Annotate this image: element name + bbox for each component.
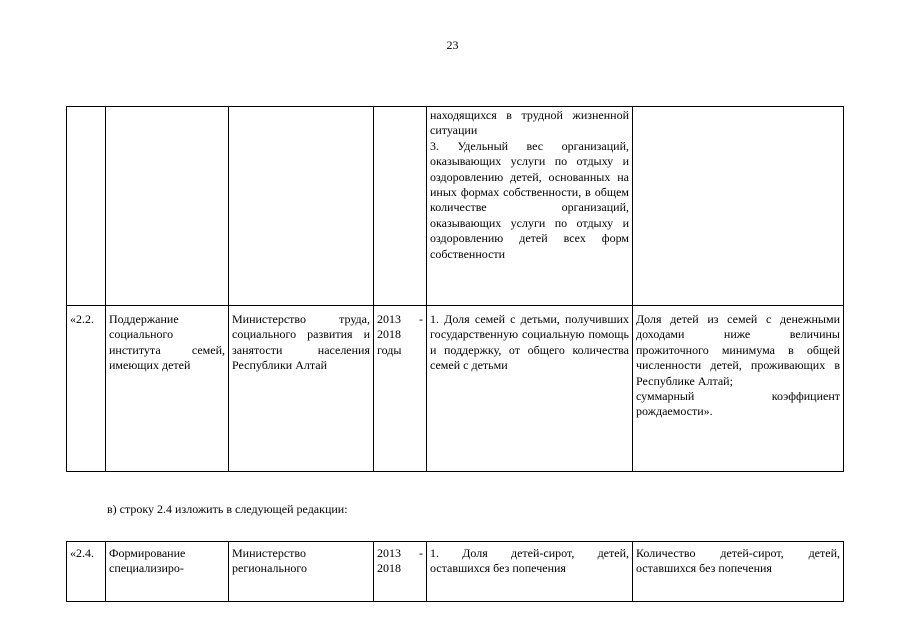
cell-name: Формирование специализиро- (106, 542, 229, 602)
cell-years: 2013 - 2018 годы (374, 306, 427, 472)
indicator-text: находящихся в трудной жизненной ситуации (430, 108, 629, 138)
cell-years: 2013 - 2018 (374, 542, 427, 602)
table-row-2-2 (67, 306, 844, 472)
indicator-text: 3. Удельный вес организаций, оказывающих услуги по отдыху и оздоровлению детей, основанных на иных формах собственности, в общем количестве организаций, оказывающих услуги по отдыху и оздоровлению детей всех форм собственности (430, 138, 629, 261)
cell-number: «2.2. (67, 306, 106, 472)
cell-name: Поддержание социального института семей, имеющих детей (106, 306, 229, 472)
result-text: суммарный коэффициент рождаемости». (636, 389, 840, 419)
cell-number: «2.4. (67, 542, 106, 602)
cell-result: Количество детей-сирот, детей, оставшихся без попечения (633, 542, 844, 602)
cell-executor: Министерство труда, социального развития и занятости населения Республики Алтай (229, 306, 374, 472)
cell-executor (229, 107, 374, 306)
cell-indicators (427, 107, 633, 306)
cell-results (633, 306, 844, 472)
cell-results (633, 107, 844, 306)
table-row-continuation (67, 107, 844, 306)
instruction-text: в) строку 2.4 изложить в следующей редакции: (107, 502, 348, 516)
program-table (66, 106, 844, 472)
cell-indicator: 1. Доля детей-сирот, детей, оставшихся без попечения (427, 542, 633, 602)
table-row-2-4 (67, 542, 844, 602)
cell-name (106, 107, 229, 306)
page-number: 23 (446, 38, 459, 52)
program-table-2 (66, 541, 844, 602)
result-text: Доля детей из семей с денежными доходами ниже величины прожиточного минимума в общей численности детей, проживающих в Республике Алтай; (636, 312, 840, 388)
cell-number (67, 107, 106, 306)
cell-indicator: 1. Доля семей с детьми, получивших государственную социальную помощь и поддержку, от общего количества семей с детьми (427, 306, 633, 472)
cell-executor: Министерство регионального (229, 542, 374, 602)
cell-years (374, 107, 427, 306)
